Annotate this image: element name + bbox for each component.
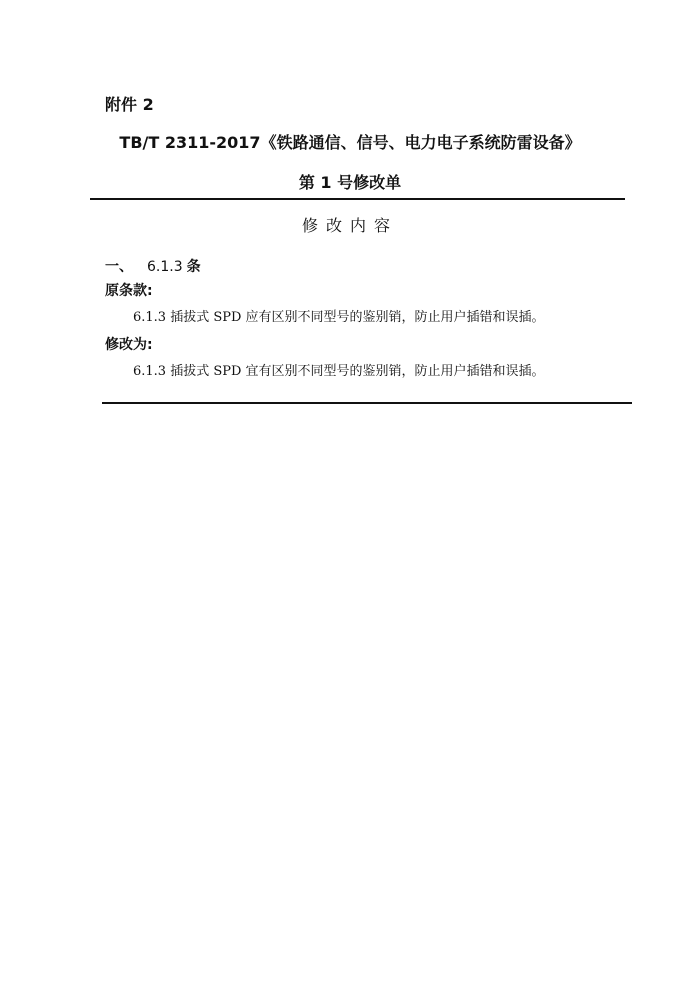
original-clause-text: 6.1.3 插拔式 SPD 应有区别不同型号的鉴别销，防止用户插错和误插。: [133, 310, 545, 325]
item-heading: [105, 256, 201, 276]
item-ordinal: 一、: [105, 259, 133, 275]
item-clause-number: 6.1.3: [147, 259, 183, 275]
standard-title: TB/T 2311-2017《铁路通信、信号、电力电子系统防雷设备》: [119, 133, 581, 152]
content-heading: 修改内容: [301, 216, 398, 235]
attachment-label: 附件 2: [105, 95, 154, 114]
item-suffix: 条: [186, 259, 201, 275]
modified-clause-label: 修改为:: [105, 337, 153, 353]
amendment-sheet-title: 第 1 号修改单: [298, 173, 402, 192]
bottom-divider: [102, 402, 632, 404]
original-clause-label: 原条款:: [105, 283, 153, 299]
top-divider: [90, 198, 625, 200]
modified-clause-text: 6.1.3 插拔式 SPD 宜有区别不同型号的鉴别销，防止用户插错和误插。: [133, 364, 545, 379]
